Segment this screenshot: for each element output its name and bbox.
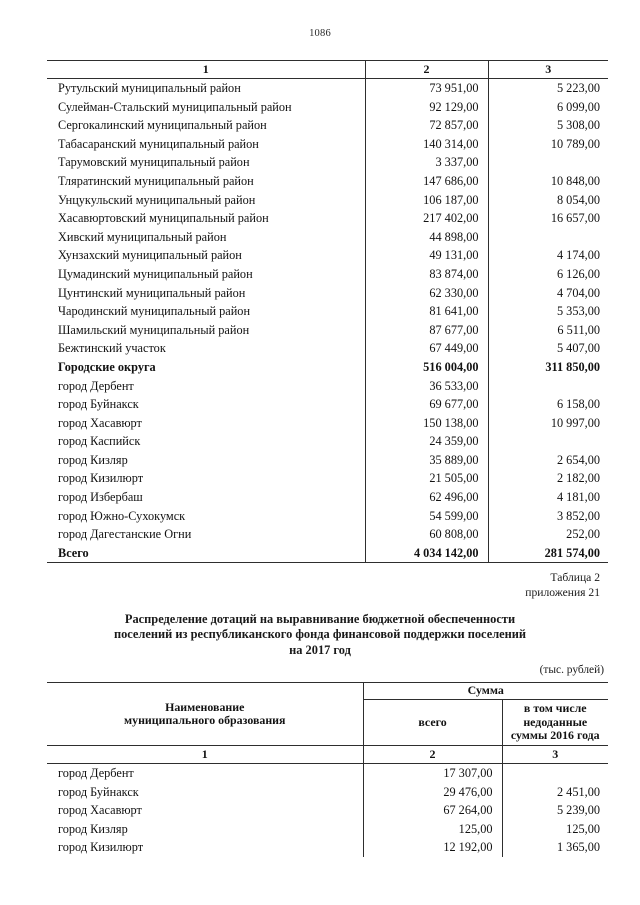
- table-row: [47, 153, 608, 172]
- table1-body: [47, 79, 608, 563]
- row-included-amount: 5 353,00: [488, 302, 608, 321]
- row-municipality-name: Унцукульский муниципальный район: [58, 192, 256, 207]
- table-row: [47, 764, 608, 783]
- row-included-amount: 4 174,00: [488, 246, 608, 265]
- table2-header-sub-line-3: суммы 2016 года: [510, 728, 600, 743]
- row-included-amount: 1 365,00: [502, 838, 608, 857]
- table2-header-sub-line-2: недоданные: [523, 714, 588, 729]
- row-total-amount: 44 898,00: [365, 228, 488, 247]
- table-row: [47, 98, 608, 117]
- row-municipality-name: город Кизляр: [58, 452, 128, 467]
- table2-header-row-top: [47, 683, 608, 700]
- table-row: [47, 321, 608, 340]
- table-row: [47, 507, 608, 526]
- row-included-amount: 6 126,00: [488, 265, 608, 284]
- row-included-amount: 2 451,00: [502, 783, 608, 802]
- table-row: [47, 432, 608, 451]
- row-total-amount: 72 857,00: [365, 116, 488, 135]
- table1-colnum-1: 1: [47, 61, 365, 79]
- row-municipality-name: город Хасавюрт: [58, 803, 142, 818]
- row-included-amount: [502, 764, 608, 783]
- row-total-amount: 21 505,00: [365, 469, 488, 488]
- row-municipality-name: город Дагестанские Огни: [58, 527, 192, 542]
- table2-header-vsego: всего: [363, 700, 502, 746]
- row-municipality-name: город Кизилюрт: [58, 471, 144, 486]
- table2: [47, 682, 608, 857]
- row-included-amount: 2 182,00: [488, 469, 608, 488]
- table-row: [47, 284, 608, 303]
- row-municipality-name: Всего: [47, 544, 365, 563]
- table-reference-label: [525, 571, 600, 600]
- row-total-amount: 73 951,00: [365, 79, 488, 98]
- row-included-amount: 311 850,00: [488, 358, 608, 377]
- row-total-amount: 217 402,00: [365, 209, 488, 228]
- row-municipality-name: Бежтинский участок: [58, 341, 166, 356]
- row-included-amount: 5 239,00: [502, 801, 608, 820]
- table-row: [47, 135, 608, 154]
- row-total-amount: 125,00: [363, 820, 502, 839]
- row-municipality-name: Рутульский муниципальный район: [58, 81, 241, 95]
- row-included-amount: 6 099,00: [488, 98, 608, 117]
- row-included-amount: 5 407,00: [488, 339, 608, 358]
- table-row: [47, 228, 608, 247]
- table-row: [47, 116, 608, 135]
- table1: [47, 60, 608, 563]
- table2-colnum-1: 1: [47, 746, 363, 764]
- row-total-amount: 24 359,00: [365, 432, 488, 451]
- row-municipality-name: город Избербаш: [58, 490, 143, 505]
- row-included-amount: 10 789,00: [488, 135, 608, 154]
- section-title: [62, 612, 578, 658]
- row-municipality-name: Хивский муниципальный район: [58, 229, 227, 244]
- row-included-amount: 3 852,00: [488, 507, 608, 526]
- row-total-amount: 12 192,00: [363, 838, 502, 857]
- table1-colnum-2: 2: [365, 61, 488, 79]
- row-included-amount: 6 511,00: [488, 321, 608, 340]
- row-total-amount: 106 187,00: [365, 191, 488, 210]
- table2-colnum-3: 3: [502, 746, 608, 764]
- table-label-line-2: приложения 21: [525, 585, 600, 599]
- row-municipality-name: Сергокалинский муниципальный район: [58, 118, 267, 133]
- row-included-amount: 5 308,00: [488, 116, 608, 135]
- row-included-amount: 8 054,00: [488, 191, 608, 210]
- table1-column-number-row: [47, 61, 608, 79]
- table-label-line-1: Таблица 2: [550, 571, 600, 584]
- table-row: [47, 451, 608, 470]
- row-total-amount: 67 264,00: [363, 801, 502, 820]
- row-total-amount: 36 533,00: [365, 377, 488, 396]
- row-total-amount: 140 314,00: [365, 135, 488, 154]
- table2-header-name-line-1: Наименование: [165, 699, 245, 714]
- row-included-amount: [488, 153, 608, 172]
- row-total-amount: 62 496,00: [365, 488, 488, 507]
- table-row: [47, 414, 608, 433]
- row-municipality-name: город Буйнакск: [58, 397, 139, 412]
- table-row: [47, 358, 608, 377]
- row-total-amount: 69 677,00: [365, 395, 488, 414]
- row-municipality-name: Чародинский муниципальный район: [58, 304, 251, 319]
- row-municipality-name: город Дербент: [58, 378, 134, 393]
- table-row: [47, 395, 608, 414]
- row-municipality-name: город Кизилюрт: [58, 840, 144, 855]
- row-total-amount: 4 034 142,00: [365, 544, 488, 563]
- row-total-amount: 87 677,00: [365, 321, 488, 340]
- table2-header-summa: Сумма: [363, 683, 608, 700]
- table2-header-undelivered: [502, 700, 608, 746]
- row-total-amount: 516 004,00: [365, 358, 488, 377]
- table-row: [47, 377, 608, 396]
- table-row: [47, 339, 608, 358]
- row-included-amount: [488, 377, 608, 396]
- table2-body: [47, 764, 608, 857]
- row-municipality-name: город Буйнакск: [58, 784, 139, 799]
- page-number: 1086: [309, 28, 331, 39]
- table-row: [47, 209, 608, 228]
- row-included-amount: 16 657,00: [488, 209, 608, 228]
- row-municipality-name: Цунтинский муниципальный район: [58, 285, 246, 300]
- row-municipality-name: Хунзахский муниципальный район: [58, 248, 242, 263]
- table-row: [47, 172, 608, 191]
- row-total-amount: 150 138,00: [365, 414, 488, 433]
- table-row: [47, 783, 608, 802]
- row-included-amount: 4 704,00: [488, 284, 608, 303]
- table-row: [47, 265, 608, 284]
- row-included-amount: 10 848,00: [488, 172, 608, 191]
- table2-head: [47, 683, 608, 764]
- row-included-amount: 5 223,00: [488, 79, 608, 98]
- row-included-amount: 125,00: [502, 820, 608, 839]
- row-total-amount: 29 476,00: [363, 783, 502, 802]
- row-municipality-name: Тляратинский муниципальный район: [58, 173, 254, 188]
- row-municipality-name: город Хасавюрт: [58, 415, 142, 430]
- table-row: [47, 302, 608, 321]
- section-title-line-1: Распределение дотаций на выравнивание бюджетной обеспеченности: [124, 612, 516, 626]
- row-municipality-name: Цумадинский муниципальный район: [58, 266, 253, 281]
- row-municipality-name: город Каспийск: [58, 434, 141, 449]
- row-included-amount: 4 181,00: [488, 488, 608, 507]
- section-title-line-2: поселений из республиканского фонда финансовой поддержки поселений: [113, 627, 527, 642]
- row-total-amount: 35 889,00: [365, 451, 488, 470]
- table2-colnum-2: 2: [363, 746, 502, 764]
- table2-column-number-row: [47, 746, 608, 764]
- table-row: [47, 191, 608, 210]
- table1-head: [47, 61, 608, 79]
- row-total-amount: 67 449,00: [365, 339, 488, 358]
- row-municipality-name: Хасавюртовский муниципальный район: [58, 211, 269, 226]
- row-total-amount: 54 599,00: [365, 507, 488, 526]
- table2-header-name-line-2: муниципального образования: [124, 713, 286, 727]
- section-title-line-3: на 2017 год: [289, 642, 351, 657]
- table2-header-sub-line-1: в том числе: [523, 701, 587, 716]
- row-total-amount: 147 686,00: [365, 172, 488, 191]
- row-municipality-name: Табасаранский муниципальный район: [58, 136, 259, 151]
- row-included-amount: [488, 228, 608, 247]
- row-municipality-name: Тарумовский муниципальный район: [58, 155, 250, 170]
- budget-allocation-table-continued: [47, 60, 608, 563]
- row-total-amount: 83 874,00: [365, 265, 488, 284]
- row-municipality-name: Шамильский муниципальный район: [58, 322, 250, 337]
- table1-colnum-3: 3: [488, 61, 608, 79]
- row-municipality-name: Сулейман-Стальский муниципальный район: [58, 99, 292, 114]
- table-row: [47, 469, 608, 488]
- table-row: [47, 79, 608, 98]
- row-total-amount: 49 131,00: [365, 246, 488, 265]
- row-included-amount: 6 158,00: [488, 395, 608, 414]
- table-row: [47, 801, 608, 820]
- row-municipality-name: город Дербент: [58, 766, 134, 780]
- table-row: [47, 525, 608, 544]
- table-row: [47, 838, 608, 857]
- table-row: [47, 820, 608, 839]
- row-total-amount: 60 808,00: [365, 525, 488, 544]
- row-total-amount: 17 307,00: [363, 764, 502, 783]
- row-total-amount: 81 641,00: [365, 302, 488, 321]
- row-included-amount: 252,00: [488, 525, 608, 544]
- row-included-amount: [488, 432, 608, 451]
- row-total-amount: 62 330,00: [365, 284, 488, 303]
- row-included-amount: 10 997,00: [488, 414, 608, 433]
- row-total-amount: 92 129,00: [365, 98, 488, 117]
- row-municipality-name: город Кизляр: [58, 821, 128, 836]
- table-row: [47, 246, 608, 265]
- settlement-subsidies-table: [47, 682, 608, 857]
- row-included-amount: 281 574,00: [488, 544, 608, 563]
- row-municipality-name: Городские округа: [58, 359, 156, 374]
- units-note: (тыс. рублей): [539, 664, 604, 676]
- row-municipality-name: город Южно-Сухокумск: [58, 508, 186, 523]
- row-included-amount: 2 654,00: [488, 451, 608, 470]
- table-row: [47, 488, 608, 507]
- row-total-amount: 3 337,00: [365, 153, 488, 172]
- table2-header-name: [47, 683, 363, 746]
- table-row: [47, 544, 608, 563]
